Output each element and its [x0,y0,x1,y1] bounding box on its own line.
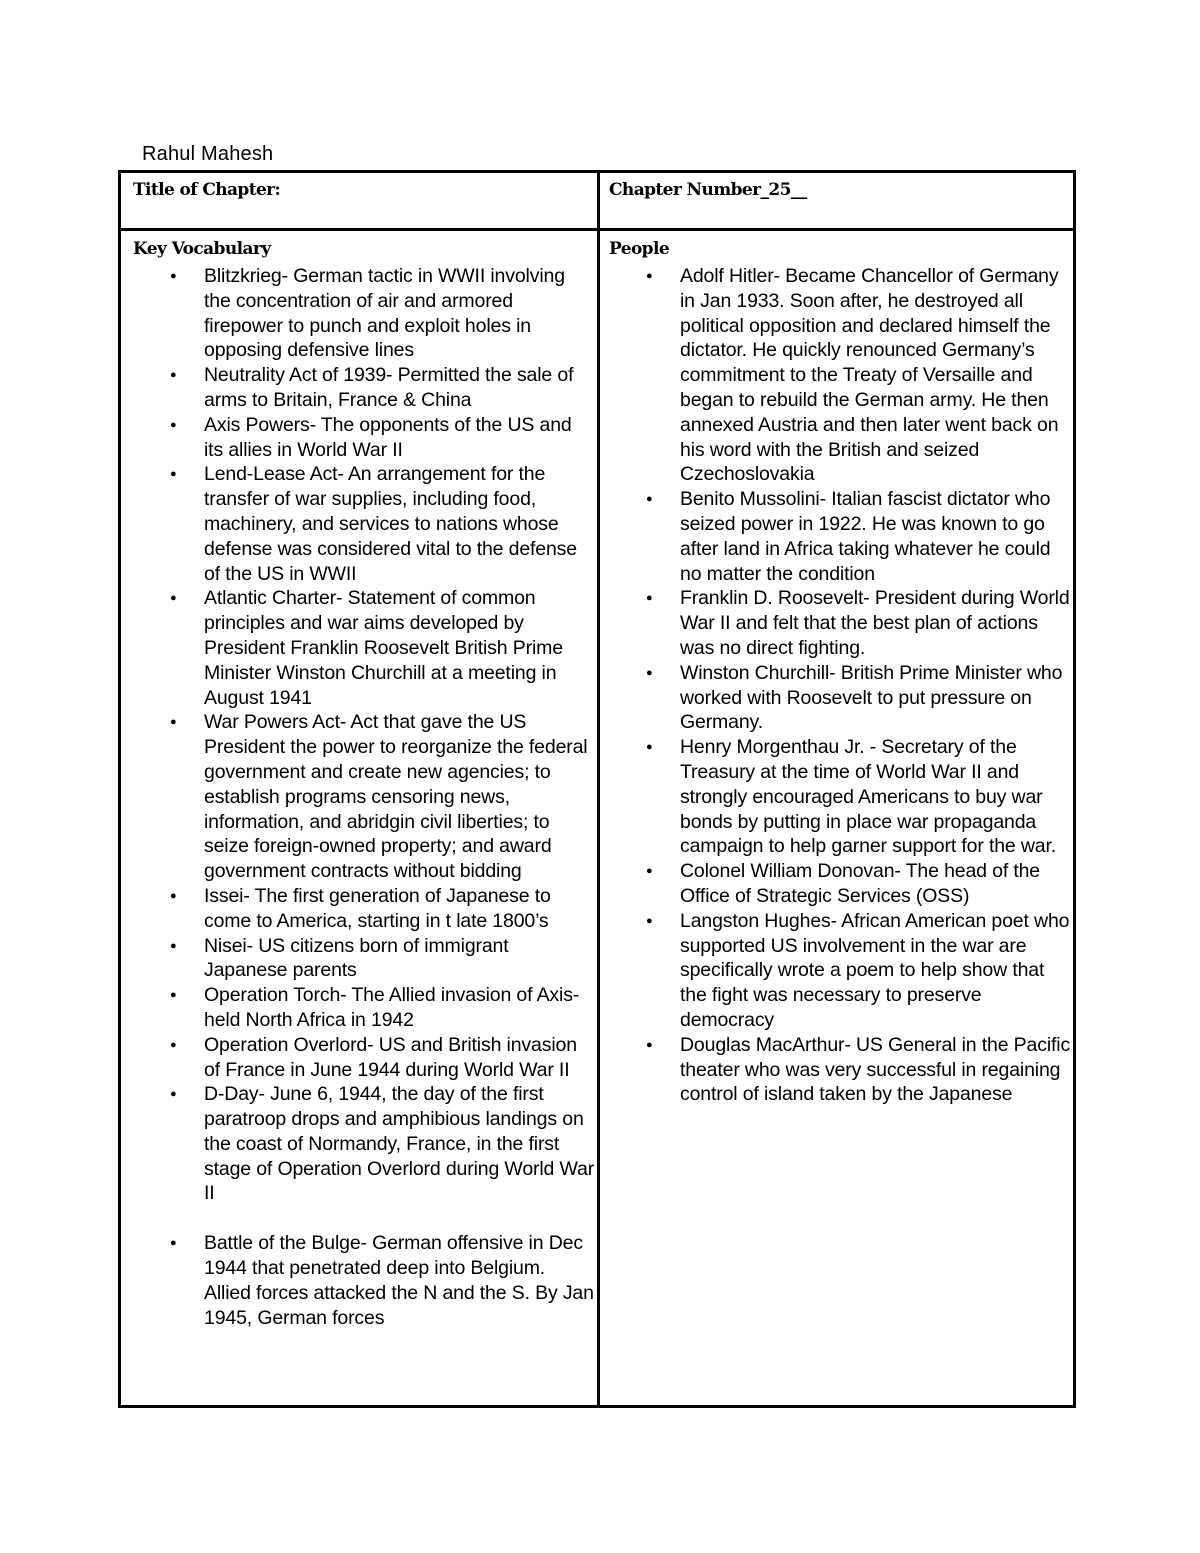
chapter-worksheet-table [118,170,1076,1408]
chapter-title-label: Title of Chapter: [133,180,281,200]
vocabulary-item: ● Operation Torch- The Allied invasion of Axis-held North Africa in 1942 [133,983,595,1033]
people-item: ● Colonel William Donovan- The head of the Office of Strategic Services (OSS) [609,859,1071,909]
vocabulary-item: ● Axis Powers- The opponents of the US and its allies in World War II [133,413,595,463]
vocabulary-item: ● Nisei- US citizens born of immigrant Japanese parents [133,934,595,984]
vocabulary-item: ● D-Day- June 6, 1944, the day of the first paratroop drops and amphibious landings on the coast of Normandy, France, in the first stage of Operation Overlord during World War II [133,1082,595,1206]
vocabulary-list [133,264,595,1330]
chapter-number-label: Chapter Number_25__ [609,180,807,200]
people-item: ● Adolf Hitler- Became Chancellor of Germany in Jan 1933. Soon after, he destroyed all political opposition and declared himself the dictator. He quickly renounced Germany’s commitment to the Treaty of Versaille and began to rebuild the German army. He then annexed Austria and then later went back on his word with the British and seized Czechoslovakia [609,264,1071,487]
people-heading: People [609,239,670,259]
people-item: ● Douglas MacArthur- US General in the Pacific theater who was very successful in regaining control of island taken by the Japanese [609,1033,1071,1107]
author-name: Rahul Mahesh [142,143,274,165]
people-item: ● Franklin D. Roosevelt- President during World War II and felt that the best plan of actions was no direct fighting. [609,586,1071,660]
vocabulary-cell [133,239,595,1405]
vocabulary-item: ● Neutrality Act of 1939- Permitted the sale of arms to Britain, France & China [133,363,595,413]
vocabulary-item: ● War Powers Act- Act that gave the US President the power to reorganize the federal government and create new agencies; to establish programs censoring news, information, and abridgin civil liberties; to seize foreign-owned property; and award government contracts without bidding [133,710,595,884]
people-item: ● Winston Churchill- British Prime Minister who worked with Roosevelt to put pressure on Germany. [609,661,1071,735]
people-item: ● Benito Mussolini- Italian fascist dictator who seized power in 1922. He was known to go after land in Africa taking whatever he could no matter the condition [609,487,1071,586]
vocabulary-item: ● Operation Overlord- US and British invasion of France in June 1944 during World War II [133,1033,595,1083]
column-divider [597,173,600,1405]
vocabulary-heading: Key Vocabulary [133,239,271,259]
people-cell [609,239,1071,1405]
vocabulary-item: ● Lend-Lease Act- An arrangement for the transfer of war supplies, including food, machinery, and services to nations whose defense was considered vital to the defense of the US in WWII [133,462,595,586]
vocabulary-item: ● Battle of the Bulge- German offensive in Dec 1944 that penetrated deep into Belgium. Allied forces attacked the N and the S. By Jan 1945, German forces [133,1231,595,1330]
vocabulary-item: ● Issei- The first generation of Japanese to come to America, starting in t late 1800’s [133,884,595,934]
people-item: ● Langston Hughes- African American poet who supported US involvement in the war are specifically wrote a poem to help show that the fight was necessary to preserve democracy [609,909,1071,1033]
vocabulary-item: ● Atlantic Charter- Statement of common principles and war aims developed by President Franklin Roosevelt British Prime Minister Winston Churchill at a meeting in August 1941 [133,586,595,710]
vocabulary-item: ● Blitzkrieg- German tactic in WWII involving the concentration of air and armored firepower to punch and exploit holes in opposing defensive lines [133,264,595,363]
people-list [609,264,1071,1107]
people-item: ● Henry Morgenthau Jr. - Secretary of the Treasury at the time of World War II and strongly encouraged Americans to buy war bonds by putting in place war propaganda campaign to help garner support for the war. [609,735,1071,859]
